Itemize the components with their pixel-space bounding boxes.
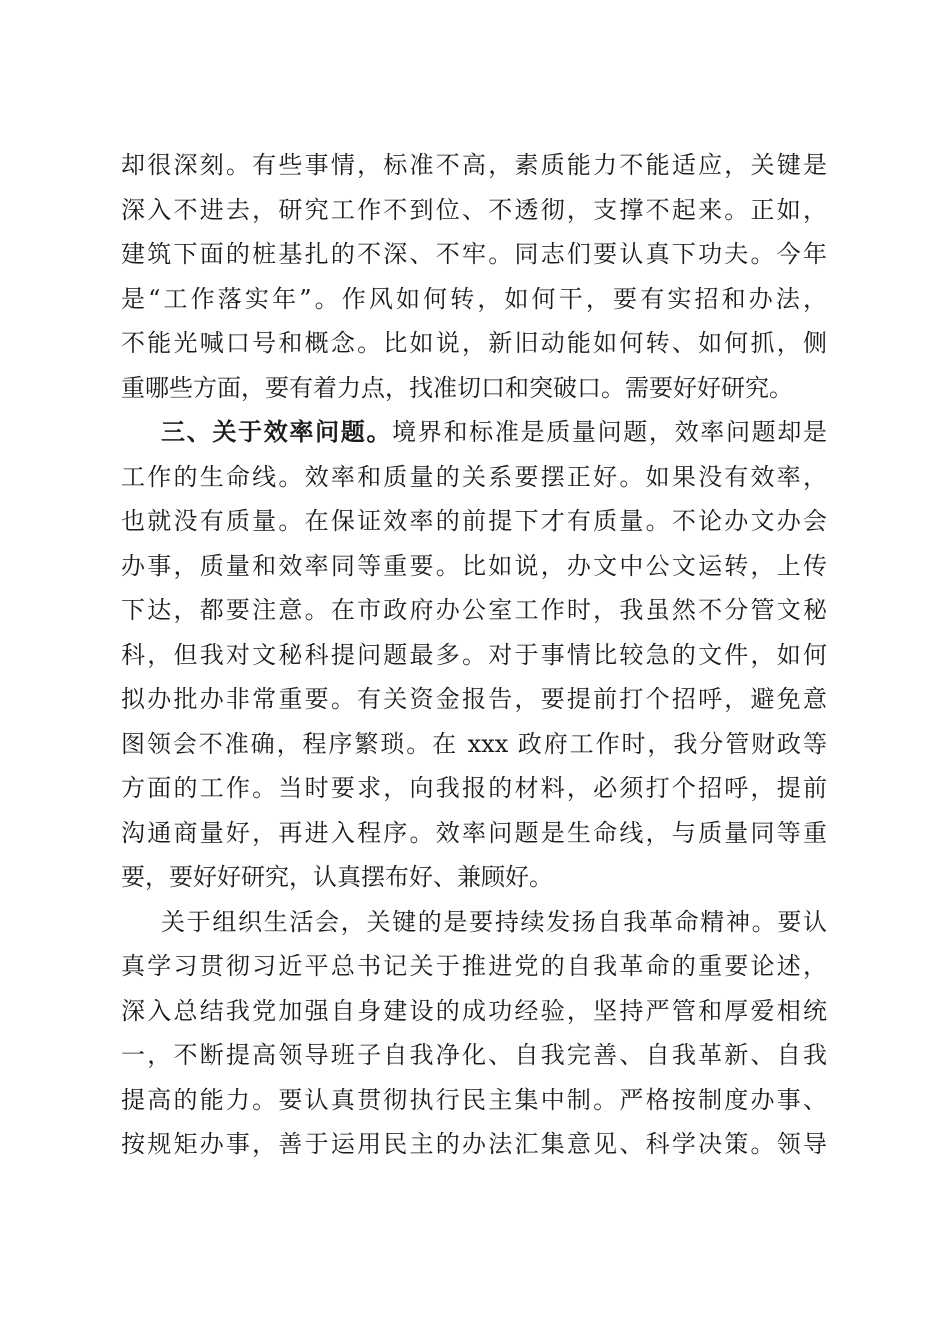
p3-line-4: 一，不断提高领导班子自我净化、自我完善、自我革新、自我 <box>121 1041 827 1069</box>
p2-line-1 <box>121 410 827 455</box>
p3-line-6: 按规矩办事，善于运用民主的办法汇集意见、科学决策。领导 <box>121 1130 827 1158</box>
p3-line-2: 真学习贯彻习近平总书记关于推进党的自我革命的重要论述， <box>121 952 827 980</box>
p3-line-1: 关于组织生活会，关键的是要持续发扬自我革命精神。要认 <box>161 907 827 936</box>
p2-line-7: 拟办批办非常重要。有关资金报告，要提前打个招呼，避免意 <box>121 685 827 713</box>
p2-line-4: 办事，质量和效率同等重要。比如说，办文中公文运转，上传 <box>121 551 827 580</box>
p2-line-11: 要，要好好研究，认真摆布好、兼顾好。 <box>121 863 553 891</box>
section-heading-efficiency: 三、关于效率问题。 <box>161 417 393 446</box>
p2-line-1-rest: 境界和标准是质量问题，效率问题却是 <box>392 418 828 446</box>
p1-line-4: 是“工作落实年”。作风如何转，如何干，要有实招和办法， <box>121 284 827 313</box>
p1-line-1: 却很深刻。有些事情，标准不高，素质能力不能适应，关键是 <box>121 151 827 179</box>
p2-line-2: 工作的生命线。效率和质量的关系要摆正好。如果没有效率， <box>121 462 827 491</box>
p1-line-3: 建筑下面的桩基扎的不深、不牢。同志们要认真下功夫。今年 <box>121 240 827 268</box>
p2-line-9: 方面的工作。当时要求，向我报的材料，必须打个招呼，提前 <box>121 774 827 802</box>
p2-line-6: 科，但我对文秘科提问题最多。对于事情比较急的文件，如何 <box>121 640 827 669</box>
p2-line-3: 也就没有质量。在保证效率的前提下才有质量。不论办文办会 <box>121 507 827 535</box>
p2-line-10: 沟通商量好，再进入程序。效率问题是生命线，与质量同等重 <box>121 818 827 847</box>
body-text <box>121 143 827 1167</box>
p2-line-5: 下达，都要注意。在市政府办公室工作时，我虽然不分管文秘 <box>121 596 827 624</box>
p1-line-5: 不能光喊口号和概念。比如说，新旧动能如何转、如何抓，侧 <box>121 329 827 357</box>
p1-line-6: 重哪些方面，要有着力点，找准切口和突破口。需要好好研究。 <box>121 373 793 402</box>
p1-line-2: 深入不进去，研究工作不到位、不透彻，支撑不起来。正如， <box>121 195 827 224</box>
p3-line-3: 深入总结我党加强自身建设的成功经验，坚持严管和厚爱相统 <box>121 996 827 1025</box>
p2-line-8: 图领会不准确，程序繁琐。在 xxx 政府工作时，我分管财政等 <box>121 729 827 758</box>
p3-line-5: 提高的能力。要认真贯彻执行民主集中制。严格按制度办事、 <box>121 1085 827 1114</box>
